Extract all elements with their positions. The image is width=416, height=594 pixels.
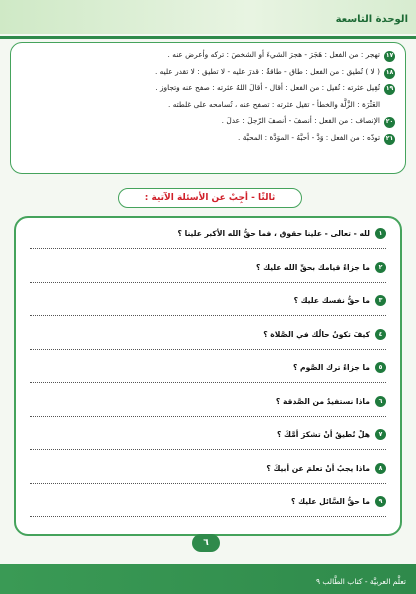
question-row bbox=[30, 496, 386, 507]
question-text: لله - تعالى - علينا حقوق ، فما حقُّ الله الأكبر علينا ؟ bbox=[177, 229, 370, 238]
questions-box bbox=[14, 216, 402, 536]
question-item bbox=[30, 228, 386, 262]
vocab-definition: تهجر : من الفعل : هَجَرَ - هجرَ الشيءَ أو الشخصَ : تركه وأعرض عنه . bbox=[167, 50, 380, 59]
question-number-badge: ٤ bbox=[375, 329, 386, 340]
question-row bbox=[30, 295, 386, 306]
vocab-definition: تودّه : من الفعل : وَدَّ - أحبَّهُ - الموَدَّة : المحبَّة . bbox=[238, 132, 380, 142]
question-text: ماذا نستفيدُ من الصَّدقة ؟ bbox=[275, 396, 370, 406]
question-item bbox=[30, 329, 386, 363]
question-item bbox=[30, 429, 386, 463]
question-text: ما جزاءُ ترك الصَّوم ؟ bbox=[292, 363, 370, 372]
question-item bbox=[30, 362, 386, 396]
vocab-item bbox=[21, 101, 395, 112]
answer-line[interactable] bbox=[30, 449, 386, 450]
question-item bbox=[30, 496, 386, 530]
question-text: ما حقُّ نفسك عليك ؟ bbox=[293, 296, 370, 305]
vocab-definition: الإنصاف : من الفعل : أنصفَ - أنصفَ الرّجلَ : عدلَ . bbox=[221, 116, 380, 125]
question-number-badge: ٨ bbox=[375, 463, 386, 474]
question-row bbox=[30, 329, 386, 340]
question-number-badge: ١ bbox=[375, 228, 386, 239]
item-number-badge: ١٧ bbox=[384, 51, 395, 62]
page-number: ٦ bbox=[192, 534, 220, 552]
vocab-item bbox=[21, 68, 395, 79]
vocab-item bbox=[21, 117, 395, 128]
item-number-badge: ١٨ bbox=[384, 68, 395, 79]
question-row bbox=[30, 463, 386, 474]
answer-line[interactable] bbox=[30, 282, 386, 283]
unit-title: الوحدة التاسعة bbox=[335, 14, 408, 25]
question-text: ماذا يجبُ أنْ تعلمَ عن أبيكَ ؟ bbox=[266, 463, 370, 473]
answer-line[interactable] bbox=[30, 416, 386, 417]
item-number-badge: ٢٠ bbox=[384, 117, 395, 128]
question-text: كيفَ تكونُ حالُك في الصَّلاة ؟ bbox=[263, 329, 370, 339]
question-text: ما جزاءُ قيامك بحقِّ الله عليك ؟ bbox=[256, 262, 370, 272]
vocab-definition: تُقِيل عثرته : تُقيل : من الفعل : أقال - أقالَ اللهُ عثرته : صفح عنه وتجاوز . bbox=[155, 83, 380, 92]
question-item bbox=[30, 262, 386, 296]
question-number-badge: ٥ bbox=[375, 362, 386, 373]
question-item bbox=[30, 463, 386, 497]
question-item bbox=[30, 295, 386, 329]
answer-line[interactable] bbox=[30, 315, 386, 316]
header-divider bbox=[0, 36, 416, 39]
question-row bbox=[30, 396, 386, 407]
answer-line[interactable] bbox=[30, 248, 386, 249]
answer-line[interactable] bbox=[30, 349, 386, 350]
question-row bbox=[30, 429, 386, 440]
question-number-badge: ٧ bbox=[375, 429, 386, 440]
answer-line[interactable] bbox=[30, 382, 386, 383]
answer-line[interactable] bbox=[30, 516, 386, 517]
vocab-definition: ( لا ) تُطيق : من الفعل : طاق - طاقةٌ : قدرَ عليه - لا تطيق : لا تقدر عليه . bbox=[154, 66, 380, 76]
question-text: ما حقُّ السَّائل عليك ؟ bbox=[291, 497, 370, 506]
answer-line[interactable] bbox=[30, 483, 386, 484]
item-number-badge: ٢١ bbox=[384, 134, 395, 145]
question-text: هلْ تُطيقُ أنْ تشكرَ أمَّكَ ؟ bbox=[276, 430, 370, 439]
vocab-item bbox=[21, 84, 395, 95]
question-row bbox=[30, 228, 386, 239]
question-row bbox=[30, 362, 386, 373]
vocab-item bbox=[21, 51, 395, 62]
question-item bbox=[30, 396, 386, 430]
vocabulary-box bbox=[10, 42, 406, 174]
question-row bbox=[30, 262, 386, 273]
vocab-definition: العَثْرَة : الزَّلَّة والخطأ - تقيل عثرته : تصفح عنه ، تُسامحه على غلطته . bbox=[168, 99, 380, 109]
item-number-badge: ١٩ bbox=[384, 84, 395, 95]
footer-text: تعلَّم العربيَّة - كتاب الطَّالب ٩ bbox=[316, 577, 406, 586]
vocab-item bbox=[21, 134, 395, 145]
question-number-badge: ٦ bbox=[375, 396, 386, 407]
question-number-badge: ٩ bbox=[375, 496, 386, 507]
section-title: ثالثًا - أجِبْ عن الأسئلة الآتية : bbox=[118, 188, 302, 208]
question-number-badge: ٣ bbox=[375, 295, 386, 306]
question-number-badge: ٢ bbox=[375, 262, 386, 273]
